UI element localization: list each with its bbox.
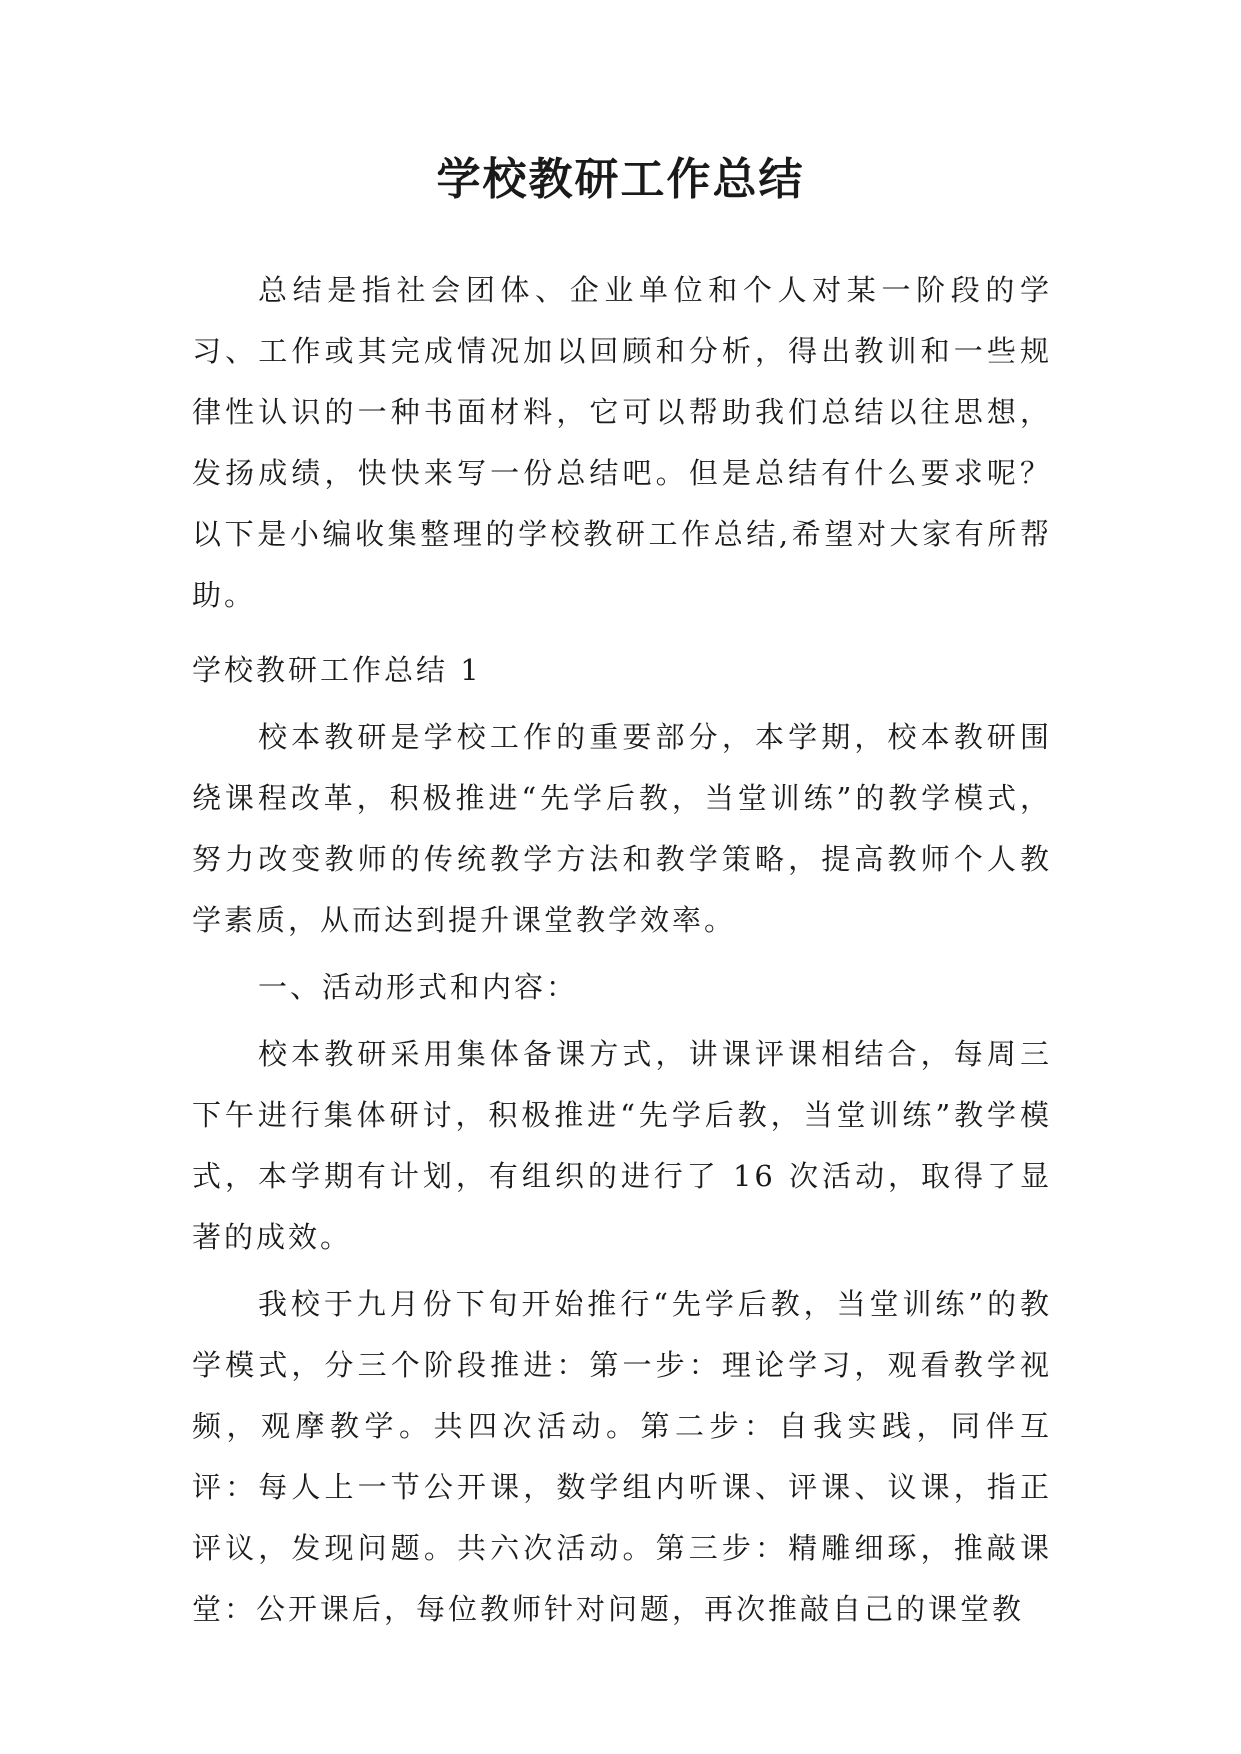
intro-paragraph: 总结是指社会团体、企业单位和个人对某一阶段的学习、工作或其完成情况加以回顾和分析，得出教训和一些规律性认识的一种书面材料，它可以帮助我们总结以往思想，发扬成绩，快快来写一份总结吧。但是总结有什么要求呢？以下是小编收集整理的学校教研工作总结,希望对大家有所帮助。: [192, 273, 1052, 612]
subheading-activities: 一、活动形式和内容：: [258, 970, 579, 1004]
paragraph-3: 我校于九月份下旬开始推行“先学后教，当堂训练”的教学模式，分三个阶段推进：第一步：理论学习，观看教学视频，观摩教学。共四次活动。第二步：自我实践，同伴互评：每人上一节公开课，数学组内听课、评课、议课，指正评议，发现问题。共六次活动。第三步：精雕细琢，推敲课堂：公开课后，每位教师针对问题，再次推敲自己的课堂教: [192, 1287, 1052, 1626]
section-1: [192, 640, 1052, 1640]
paragraph-2: 校本教研采用集体备课方式，讲课评课相结合，每周三下午进行集体研讨，积极推进“先学后教，当堂训练”教学模式，本学期有计划，有组织的进行了 16 次活动，取得了显著的成效。: [192, 1037, 1052, 1254]
document-title: 学校教研工作总结: [436, 154, 805, 205]
paragraph-1: 校本教研是学校工作的重要部分，本学期，校本教研围绕课程改革，积极推进“先学后教，当堂训练”的教学模式，努力改变教师的传统教学方法和教学策略，提高教师个人教学素质，从而达到提升课堂教学效率。: [192, 720, 1052, 937]
section-heading: 学校教研工作总结 1: [192, 653, 482, 687]
intro-block: [192, 260, 1052, 626]
